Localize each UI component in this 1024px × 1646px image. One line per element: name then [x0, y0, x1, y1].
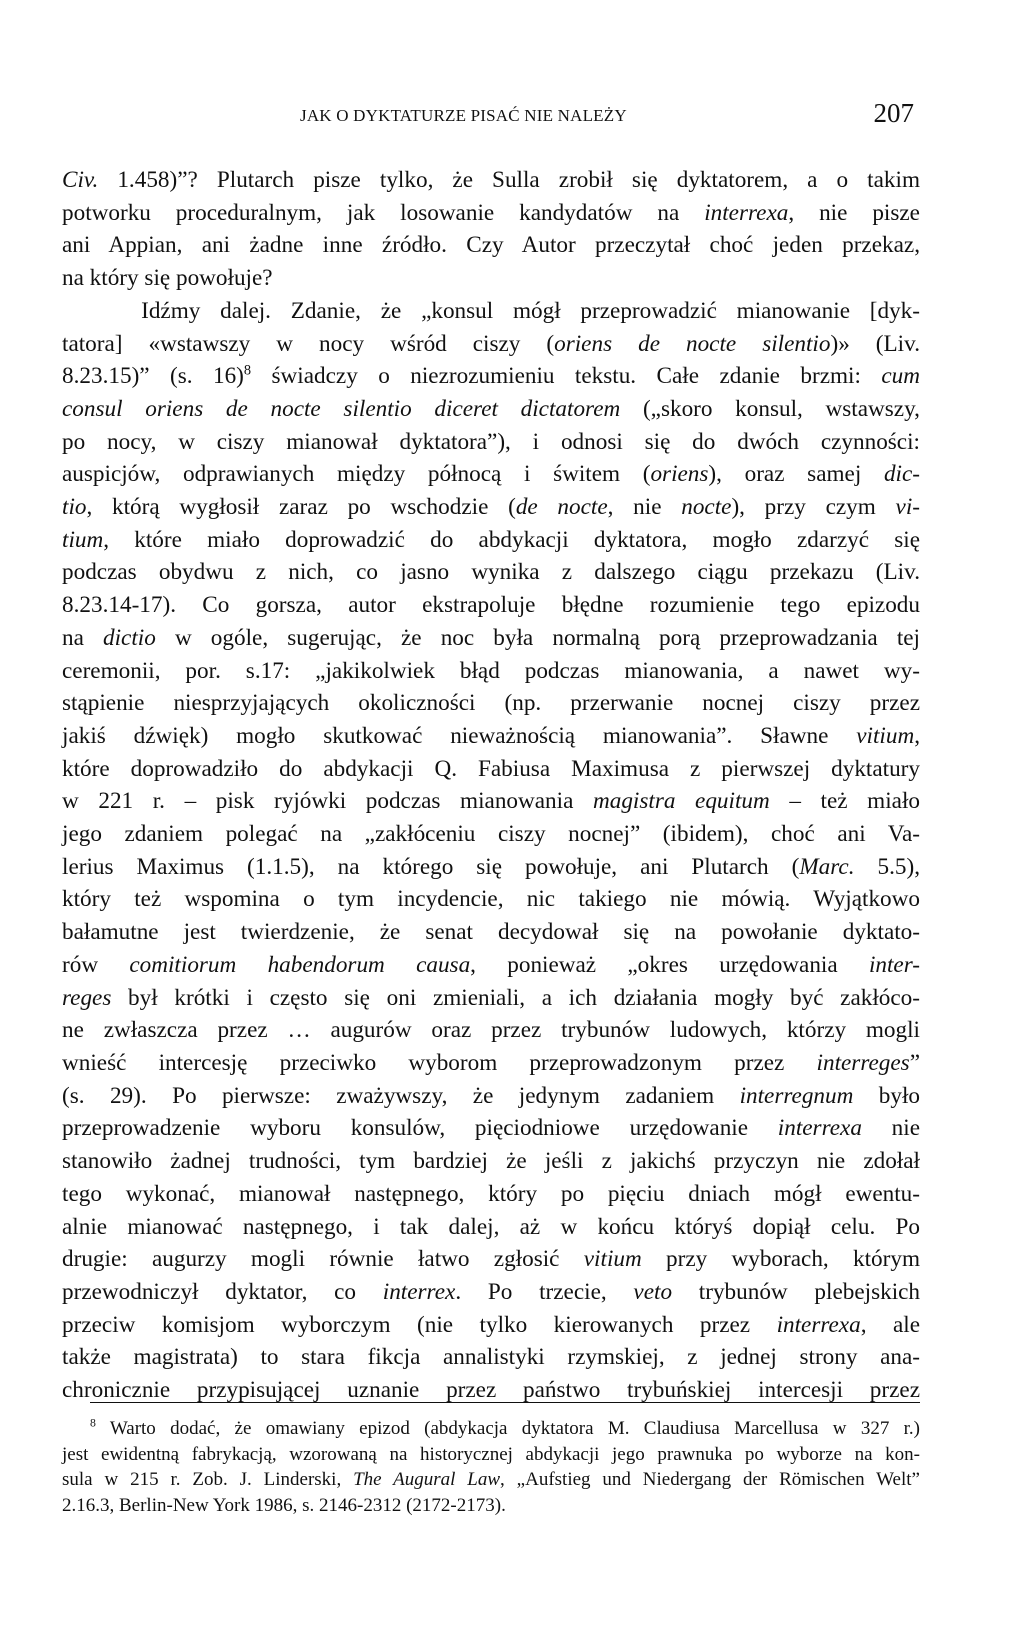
body-line: alnie mianować następnego, i tak dalej, aż w końcu któryś dopiął celu. Po [62, 1213, 920, 1240]
body-line: także magistrata) to stara fikcja annalistyki rzymskiej, z jednej strony ana- [62, 1344, 920, 1371]
page-header [0, 98, 1024, 138]
footnote-separator [90, 1402, 920, 1403]
body-line: bałamutne jest twierdzenie, że senat decydował się na powołanie dyktato- [62, 919, 920, 946]
body-line: tio, którą wygłosił zaraz po wschodzie (de nocte, nie nocte), przy czym vi- [62, 494, 921, 521]
body-line: przeciw komisjom wyborczym (nie tylko kierowanych przez interrexa, ale [62, 1311, 920, 1338]
body-line: potworku proceduralnym, jak losowanie kandydatów na interrexa, nie pisze [62, 199, 920, 226]
body-line: tatora] «wstawszy w nocy wśród ciszy (oriens de nocte silentio)» (Liv. [62, 330, 920, 357]
running-head: JAK O DYKTATURZE PISAĆ NIE NALEŻY [300, 106, 627, 125]
body-line: Idźmy dalej. Zdanie, że „konsul mógł przeprowadzić mianowanie [dyk- [62, 297, 920, 324]
body-line: 8.23.14-17). Co gorsza, autor ekstrapoluje błędne rozumienie tego epizodu [62, 592, 920, 619]
body-line: rów comitiorum habendorum causa, ponieważ „okres urzędowania inter- [62, 951, 921, 978]
body-line: po nocy, w ciszy mianował dyktatora”), i odnosi się do dwóch czynności: [62, 428, 920, 455]
body-line: na dictio w ogóle, sugerując, że noc była normalną porą przeprowadzania tej [62, 624, 920, 651]
body-line: ne zwłaszcza przez … augurów oraz przez trybunów ludowych, którzy mogli [62, 1017, 920, 1044]
body-line: przewodniczył dyktator, co interrex. Po trzecie, veto trybunów plebejskich [62, 1278, 921, 1305]
body-line: ceremonii, por. s.17: „jakikolwiek błąd podczas mianowania, a nawet wy- [62, 657, 920, 684]
footnote-line: $^8$ Warto dodać, że omawiany epizod (abdykacja dyktatora M. Claudiusa Marcellusa w 327 r.) [90, 1416, 920, 1439]
body-line: (s. 29). Po pierwsze: zważywszy, że jedynym zadaniem interregnum było [62, 1082, 920, 1109]
body-line: stąpienie niesprzyjających okoliczności (np. przerwanie nocnej ciszy przez [62, 690, 920, 717]
footnote-line: 2.16.3, Berlin-New York 1986, s. 2146-2312 (2172-2173). [62, 1494, 506, 1516]
body-line: jego zdaniem polegać na „zakłóceniu ciszy nocnej” (ibidem), choć ani Va- [62, 821, 920, 848]
body-line: wnieść intercesję przeciwko wyborom przeprowadzonym przez interreges” [62, 1049, 920, 1076]
body-line: auspicjów, odprawianych między północą i świtem (oriens), oraz samej dic- [62, 461, 920, 488]
body-line: ani Appian, ani żadne inne źródło. Czy Autor przeczytał choć jeden przekaz, [62, 232, 920, 259]
body-line: tium, które miało doprowadzić do abdykacji dyktatora, mogło zdarzyć się [62, 526, 920, 553]
body-line: w 221 r. – pisk ryjówki podczas mianowania magistra equitum – też miało [62, 788, 920, 815]
body-line: na który się powołuje? [62, 265, 273, 292]
body-line: drugie: augurzy mogli równie łatwo zgłosić vitium przy wyborach, którym [62, 1246, 920, 1273]
body-line: stanowiło żadnej trudności, tym bardziej że jeśli z jakichś przyczyn nie zdołał [62, 1148, 920, 1175]
body-text [62, 164, 920, 1407]
body-line: consul oriens de nocte silentio diceret dictatorem („skoro konsul, wstawszy, [62, 395, 920, 422]
footnote [62, 1416, 920, 1518]
footnote-line: jest ewidentną fabrykacją, wzorowaną na historycznej abdykacji jego prawnuka po wyborze na kon- [62, 1443, 920, 1465]
body-line: jakiś dźwięk) mogło skutkować nieważnością mianowania”. Sławne vitium, [62, 722, 920, 749]
body-line: Civ. 1.458)”? Plutarch pisze tylko, że Sulla zrobił się dyktatorem, a o takim [62, 167, 920, 193]
body-line: który też wspomina o tym incydencie, nic takiego nie mówią. Wyjątkowo [62, 886, 920, 913]
body-line: które doprowadziło do abdykacji Q. Fabiusa Maximusa z pierwszej dyktatury [62, 755, 920, 782]
footnote-line: sula w 215 r. Zob. J. Linderski, The Augural Law, „Aufstieg und Niedergang der Römischen Welt” [62, 1469, 920, 1490]
body-line: lerius Maximus (1.1.5), na którego się powołuje, ani Plutarch (Marc. 5.5), [62, 853, 920, 880]
body-line: tego wykonać, mianował następnego, który po pięciu dniach mógł ewentu- [62, 1180, 920, 1207]
body-line: 8.23.15)” (s. 16)$^8$ świadczy o niezrozumieniu tekstu. Całe zdanie brzmi: cum [62, 362, 921, 390]
body-line: podczas obydwu z nich, co jasno wynika z dalszego ciągu przekazu (Liv. [62, 559, 920, 586]
body-line: reges był krótki i często się oni zmieniali, a ich działania mogły być zakłóco- [62, 984, 920, 1011]
body-line: przeprowadzenie wyboru konsulów, pięciodniowe urzędowanie interrexa nie [62, 1115, 920, 1142]
page-number: 207 [873, 98, 914, 128]
body-line: chronicznie przypisującej uznanie przez państwo trybuńskiej intercesji przez [62, 1377, 920, 1404]
